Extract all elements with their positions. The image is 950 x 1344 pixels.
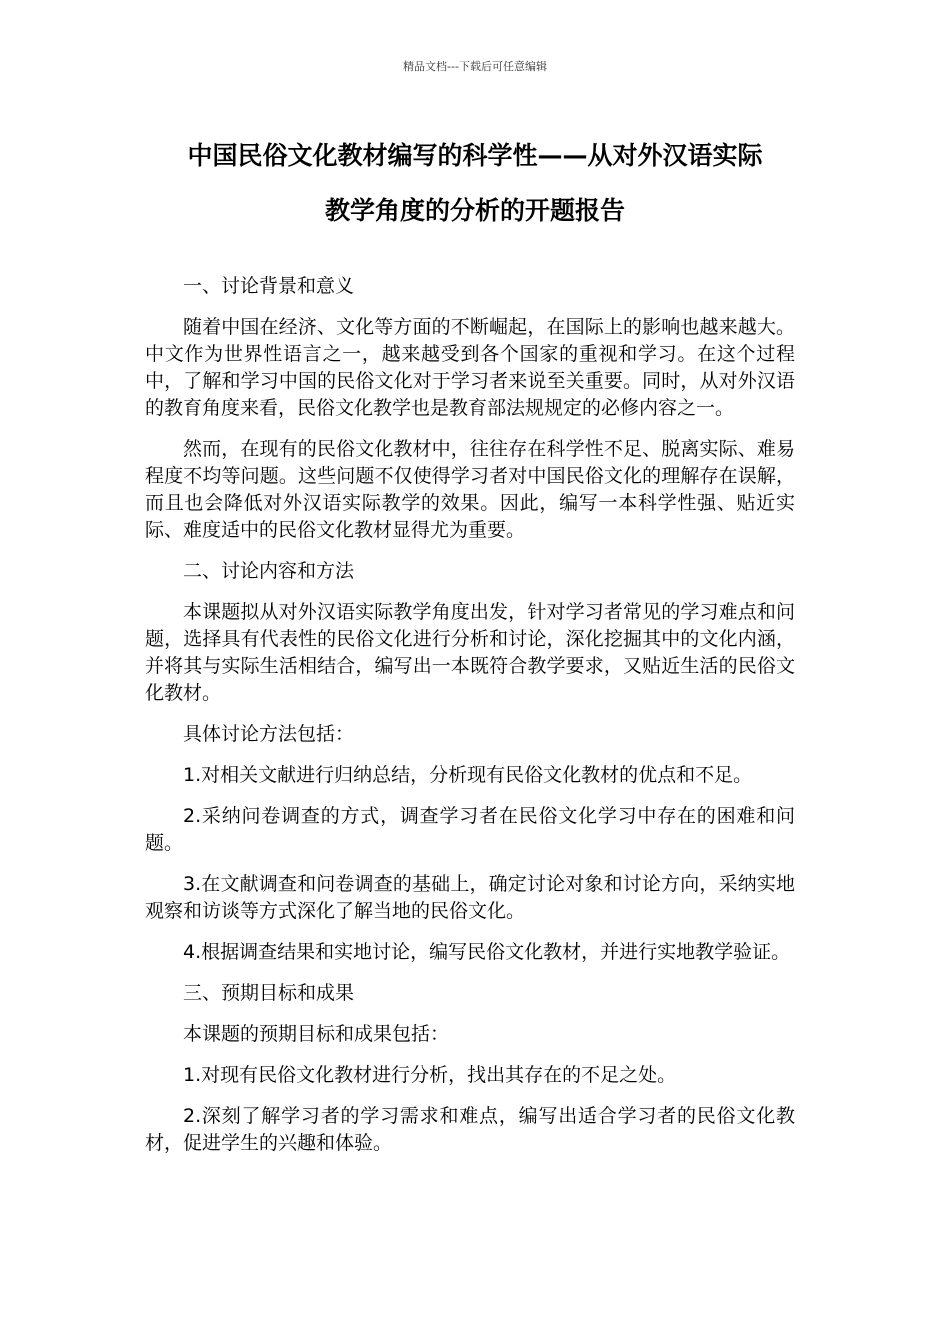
method-item-1: 1.对相关文献进行归纳总结，分析现有民俗文化教材的优点和不足。 bbox=[183, 764, 753, 786]
goal-item-1: 1.对现有民俗文化教材进行分析，找出其存在的不足之处。 bbox=[183, 1064, 677, 1086]
method-item-2: 2.采纳问卷调查的方式，调查学习者在民俗文化学习中存在的困难和问题。 bbox=[145, 805, 795, 854]
section-heading-goals: 三、预期目标和成果 bbox=[183, 982, 355, 1004]
method-item-4: 4.根据调查结果和实地讨论，编写民俗文化教材，并进行实地教学验证。 bbox=[183, 941, 791, 963]
method-item-3: 3.在文献调查和问卷调查的基础上，确定讨论对象和讨论方向，采纳实地观察和访谈等方式深化了解当地的民俗文化。 bbox=[145, 873, 795, 922]
document-body bbox=[145, 273, 795, 1171]
paragraph-goals-intro: 本课题的预期目标和成果包括： bbox=[183, 1023, 450, 1045]
section-heading-background: 一、讨论背景和意义 bbox=[183, 275, 355, 297]
section-heading-content-methods: 二、讨论内容和方法 bbox=[183, 560, 355, 582]
paragraph-background-1: 随着中国在经济、文化等方面的不断崛起，在国际上的影响也越来越大。中文作为世界性语言之一，越来越受到各个国家的重视和学习。在这个过程中，了解和学习中国的民俗文化对于学习者来说至关重要。同时，从对外汉语的教育角度来看，民俗文化教学也是教育部法规规定的必修内容之一。 bbox=[145, 316, 795, 419]
document-title-line-2: 教学角度的分析的开题报告 bbox=[324, 196, 625, 225]
header-note: 精品文档---下载后可任意编辑 bbox=[403, 60, 547, 73]
goal-item-2: 2.深刻了解学习者的学习需求和难点，编写出适合学习者的民俗文化教材，促进学生的兴趣和体验。 bbox=[145, 1105, 795, 1154]
paragraph-methods-intro: 具体讨论方法包括： bbox=[183, 723, 355, 745]
paragraph-content-1: 本课题拟从对外汉语实际教学角度出发，针对学习者常见的学习难点和问题，选择具有代表性的民俗文化进行分析和讨论，深化挖掘其中的文化内涵，并将其与实际生活相结合，编写出一本既符合教学要求，又贴近生活的民俗文化教材。 bbox=[145, 601, 795, 704]
document-title-line-1: 中国民俗文化教材编写的科学性——从对外汉语实际 bbox=[187, 141, 763, 170]
paragraph-background-2: 然而，在现有的民俗文化教材中，往往存在科学性不足、脱离实际、难易程度不均等问题。这些问题不仅使得学习者对中国民俗文化的理解存在误解，而且也会降低对外汉语实际教学的效果。因此，编写一本科学性强、贴近实际、难度适中的民俗文化教材显得尤为重要。 bbox=[145, 438, 795, 541]
